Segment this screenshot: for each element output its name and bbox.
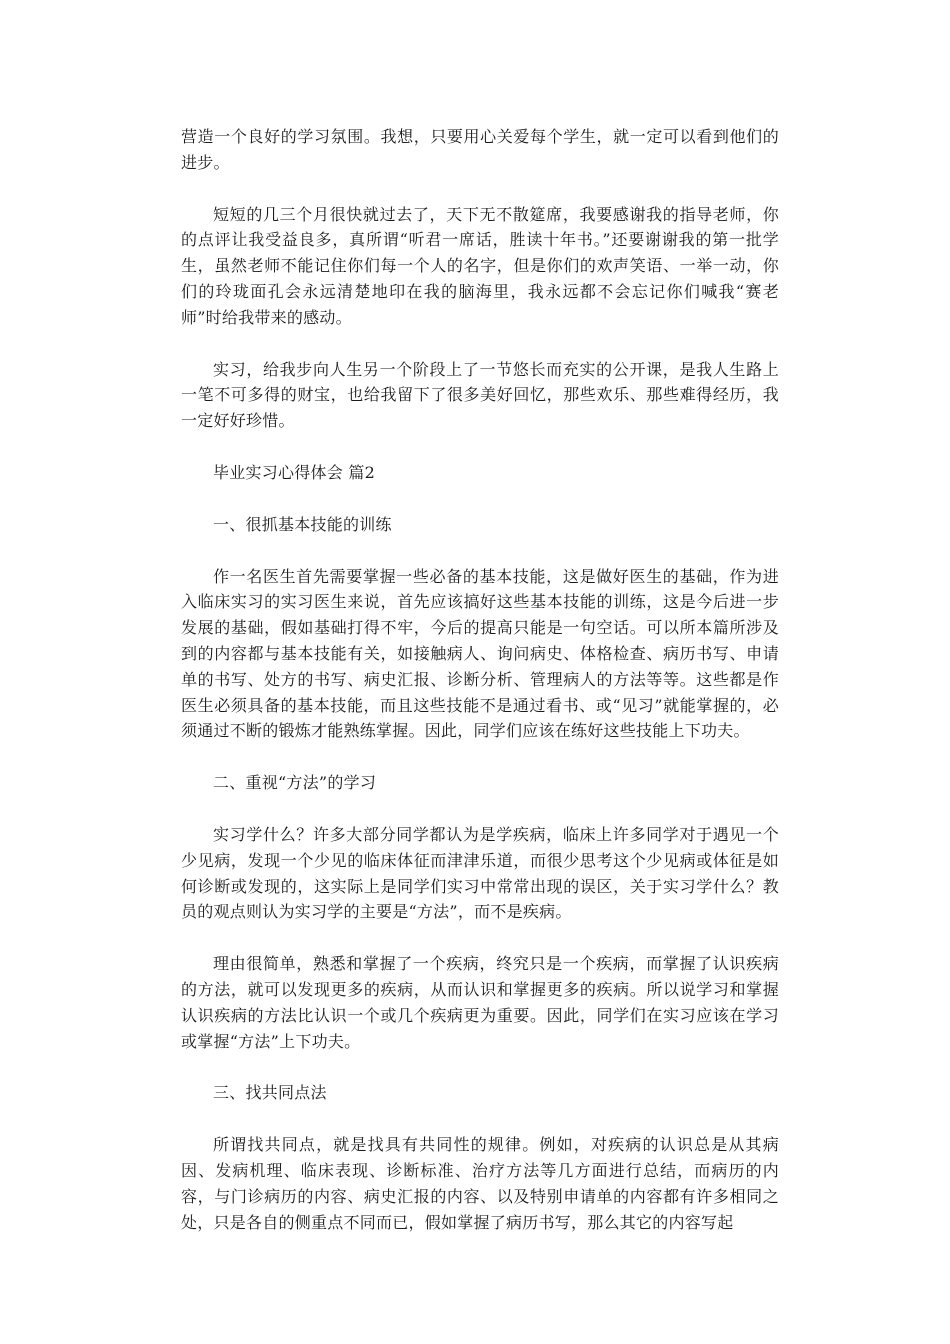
document-page bbox=[181, 124, 779, 1235]
paragraph: 实习，给我步向人生另一个阶段上了一节悠长而充实的公开课，是我人生路上一笔不可多得的财宝，也给我留下了很多美好回忆，那些欢乐、那些难得经历，我一定好好珍惜。 bbox=[181, 359, 779, 431]
paragraph-gap bbox=[181, 486, 779, 512]
section-heading: 三、找共同点法 bbox=[213, 1083, 327, 1103]
paragraph-gap bbox=[181, 925, 779, 951]
paragraph-gap bbox=[181, 1106, 779, 1132]
section-heading: 一、很抓基本技能的训练 bbox=[213, 514, 392, 534]
paragraph-gap bbox=[181, 176, 779, 202]
paragraph: 短短的几三个月很快就过去了，天下无不散筵席，我要感谢我的指导老师，你的点评让我受益良多，真所谓“听君一席话，胜读十年书。”还要谢谢我的第一批学生，虽然老师不能记住你们每一个人的名字，但是你们的欢声笑语、一举一动，你们的玲珑面孔会永远清楚地印在我的脑海里，我永远都不会忘记你们喊我“赛老师”时给我带来的感动。 bbox=[181, 204, 779, 327]
paragraph-gap bbox=[181, 538, 779, 564]
paragraph-gap bbox=[181, 1054, 779, 1080]
paragraph: 理由很简单，熟悉和掌握了一个疾病，终究只是一个疾病，而掌握了认识疾病的方法，就可以发现更多的疾病，从而认识和掌握更多的疾病。所以说学习和掌握认识疾病的方法比认识一个或几个疾病更为重要。因此，同学们在实习应该在学习或掌握“方法”上下功夫。 bbox=[181, 954, 779, 1051]
section-heading: 二、重视“方法”的学习 bbox=[213, 773, 377, 793]
paragraph: 营造一个良好的学习氛围。我想，只要用心关爱每个学生，就一定可以看到他们的进步。 bbox=[181, 127, 779, 172]
paragraph-gap bbox=[181, 744, 779, 770]
paragraph-gap bbox=[181, 434, 779, 460]
paragraph: 作一名医生首先需要掌握一些必备的基本技能，这是做好医生的基础，作为进入临床实习的实习医生来说，首先应该搞好这些基本技能的训练，这是今后进一步发展的基础，假如基础打得不牢，今后的提高只能是一句空话。可以所本篇所涉及到的内容都与基本技能有关，如接触病人、询问病史、体格检查、病历书写、申请单的书写、处方的书写、病史汇报、诊断分析、管理病人的方法等等。这些都是作医生必须具备的基本技能，而且这些技能不是通过看书、或“见习”就能掌握的，必须通过不断的锻炼才能熟练掌握。因此，同学们应该在练好这些技能上下功夫。 bbox=[181, 566, 779, 741]
paragraph: 实习学什么？许多大部分同学都认为是学疾病，临床上许多同学对于遇见一个少见病，发现一个少见的临床体征而津津乐道，而很少思考这个少见病或体征是如何诊断或发现的，这实际上是同学们实习中常常出现的误区，关于实习学什么？教员的观点则认为实习学的主要是“方法”，而不是疾病。 bbox=[181, 824, 779, 922]
section-title: 毕业实习心得体会 篇2 bbox=[213, 462, 376, 482]
paragraph-gap bbox=[181, 331, 779, 357]
paragraph: 所谓找共同点，就是找具有共同性的规律。例如，对疾病的认识总是从其病因、发病机理、临床表现、诊断标准、治疗方法等几方面进行总结，而病历的内容，与门诊病历的内容、病史汇报的内容、以及特别申请单的内容都有许多相同之处，只是各自的侧重点不同而已，假如掌握了病历书写，那么其它的内容写起 bbox=[181, 1135, 779, 1232]
paragraph-gap bbox=[181, 796, 779, 822]
